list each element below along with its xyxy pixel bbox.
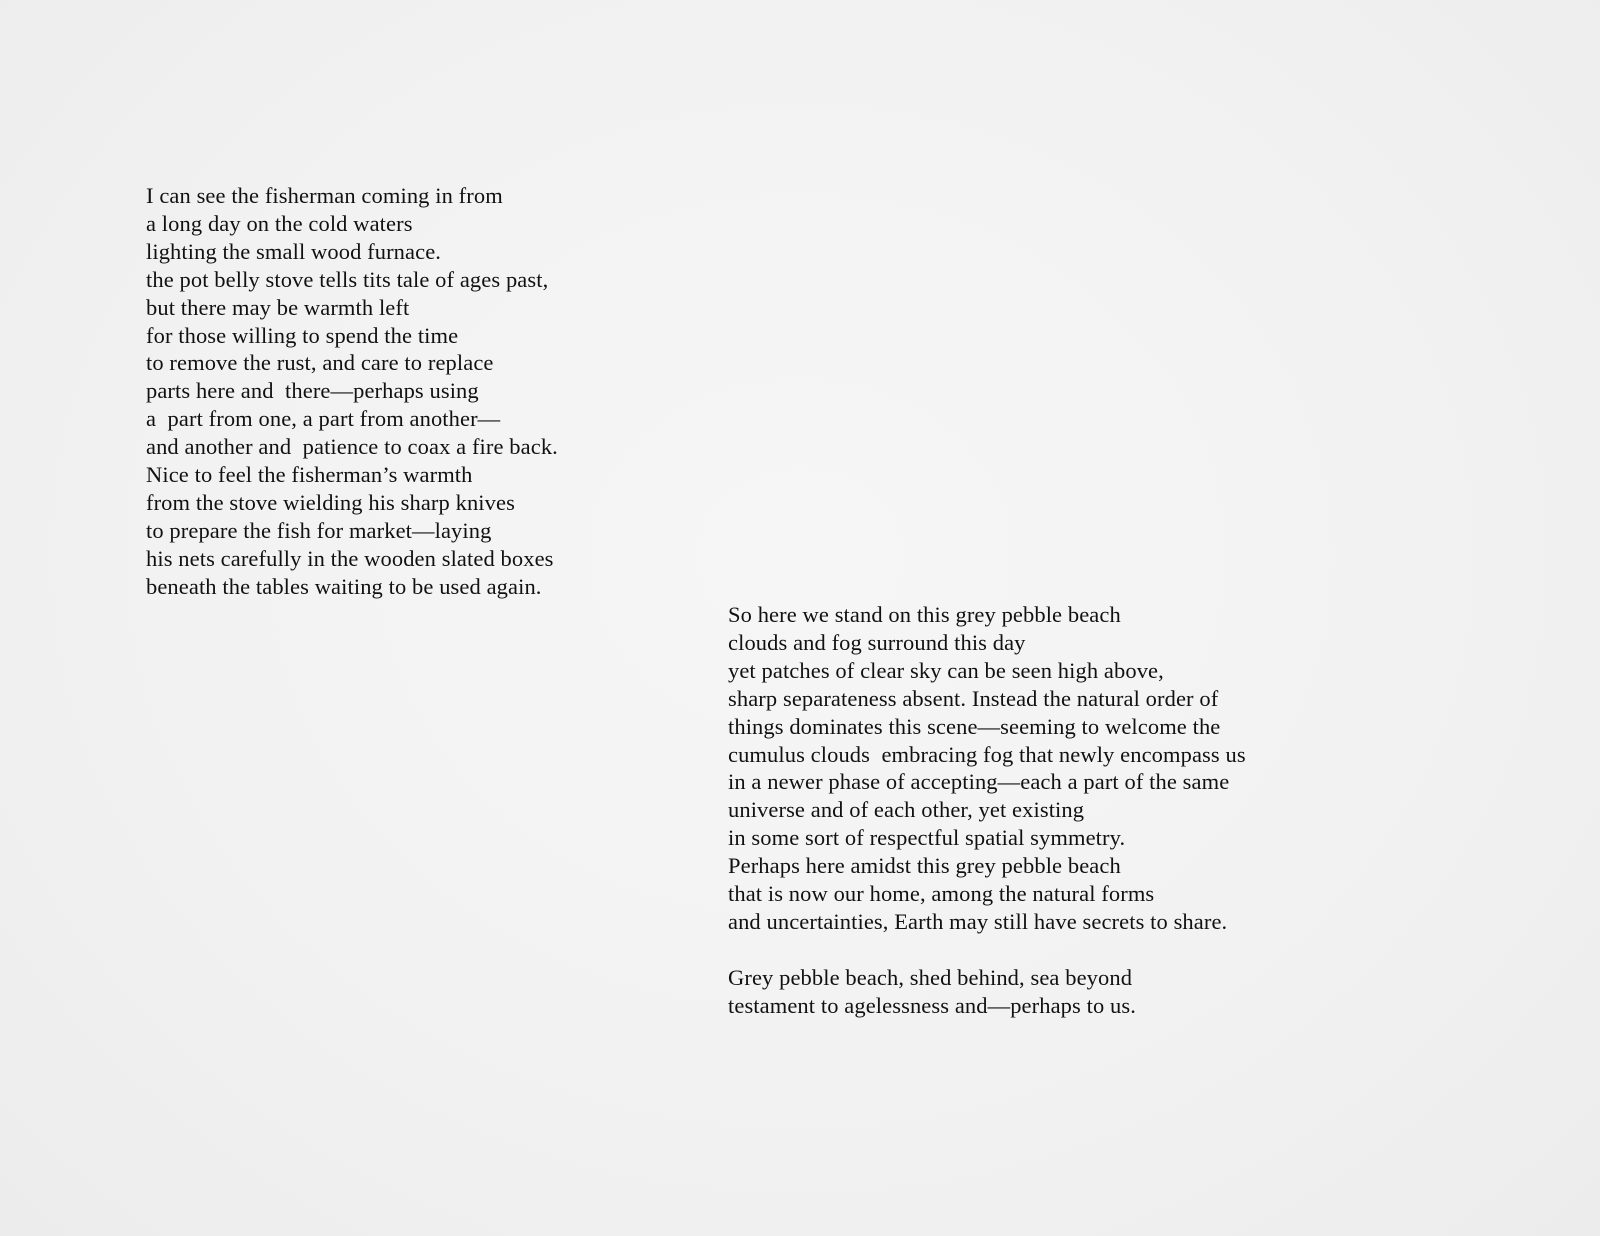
poem-line: universe and of each other, yet existing	[728, 797, 1085, 823]
poem-line: and another and patience to coax a fire back.	[146, 434, 558, 460]
poem-line: for those willing to spend the time	[146, 322, 459, 348]
stanza-pebble-beach	[728, 601, 1246, 936]
poem-line: sharp separateness absent. Instead the natural order of	[728, 685, 1219, 711]
stanza-fisherman	[146, 182, 558, 601]
poem-line: in some sort of respectful spatial symmetry.	[728, 825, 1126, 851]
poem-line: to prepare the fish for market—laying	[146, 517, 492, 543]
poem-line: to remove the rust, and care to replace	[146, 350, 494, 376]
poem-line: in a newer phase of accepting—each a part of the same	[728, 769, 1230, 795]
poem-line: Perhaps here amidst this grey pebble beach	[728, 853, 1121, 879]
poem-line: So here we stand on this grey pebble beach	[728, 602, 1121, 627]
poem-line: and uncertainties, Earth may still have secrets to share.	[728, 908, 1228, 934]
poem-line: yet patches of clear sky can be seen high above,	[728, 657, 1164, 683]
poem-line: from the stove wielding his sharp knives	[146, 489, 515, 515]
poem-line: testament to agelessness and—perhaps to us.	[728, 992, 1136, 1018]
poem-line: cumulus clouds embracing fog that newly encompass us	[728, 741, 1246, 767]
poem-line: clouds and fog surround this day	[728, 629, 1026, 655]
poem-line: a part from one, a part from another—	[146, 406, 501, 432]
poem-line: the pot belly stove tells tits tale of ages past,	[146, 266, 549, 292]
poem-line: Grey pebble beach, shed behind, sea beyond	[728, 965, 1133, 990]
poem-line: Nice to feel the fisherman’s warmth	[146, 462, 473, 488]
poem-line: things dominates this scene—seeming to welcome the	[728, 713, 1221, 739]
poem-line: a long day on the cold waters	[146, 210, 413, 236]
poem-line: parts here and there—perhaps using	[146, 378, 479, 404]
stanza-closing	[728, 964, 1136, 1020]
poem-line: his nets carefully in the wooden slated boxes	[146, 545, 554, 571]
poem-line: I can see the fisherman coming in from	[146, 183, 503, 208]
poem-line: lighting the small wood furnace.	[146, 238, 442, 264]
poem-line: beneath the tables waiting to be used again.	[146, 573, 542, 599]
poem-line: but there may be warmth left	[146, 294, 410, 320]
poem-line: that is now our home, among the natural forms	[728, 881, 1155, 907]
